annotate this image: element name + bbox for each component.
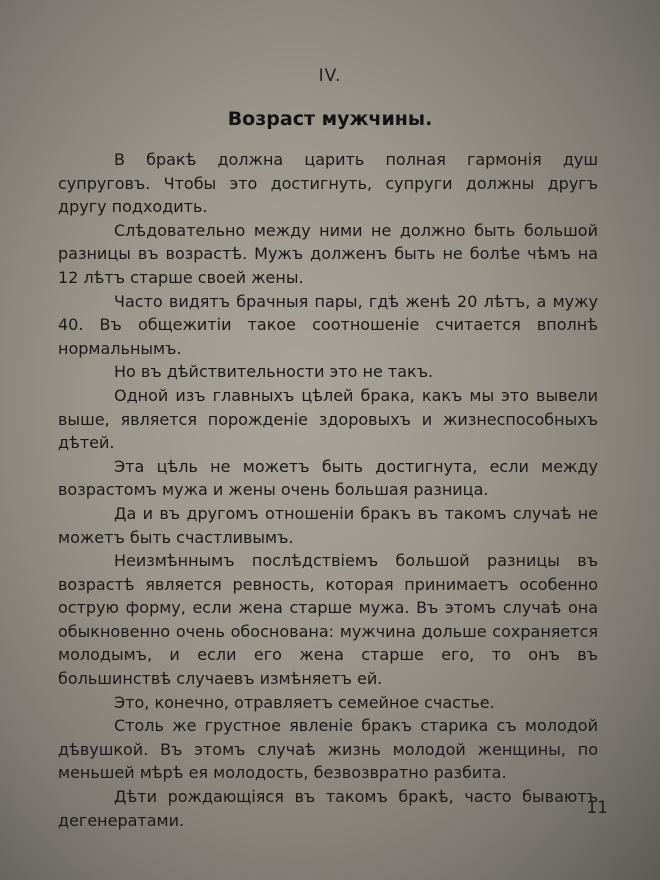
paragraph: Это, конечно, отравляетъ семейное счастье.	[114, 692, 495, 712]
paragraph: Дѣти рождающіяся въ такомъ бракѣ, часто бываютъ дегенератами.	[58, 787, 598, 830]
paragraph: Часто видятъ брачныя пары, гдѣ женѣ 20 лѣтъ, а мужу 40. Въ общежитіи такое соотношеніе считается вполнѣ нормальнымъ.	[58, 291, 598, 358]
paragraph: Да и въ другомъ отношеніи бракъ въ такомъ случаѣ не можетъ быть счастливымъ.	[58, 503, 598, 547]
paragraph: Слѣдовательно между ними не должно быть большой разницы въ возрастѣ. Мужъ долженъ быть не болѣе чѣмъ на 12 лѣтъ старше своей жены.	[58, 220, 598, 287]
paragraph: Но въ дѣйствительности это не такъ.	[114, 362, 434, 382]
body-text	[58, 148, 598, 832]
chapter-title: Возраст мужчины.	[227, 108, 433, 130]
page-number: 11	[586, 798, 608, 818]
paragraph: Эта цѣль не можетъ быть достигнута, если между возрастомъ мужа и жены очень большая разница.	[58, 456, 598, 500]
paragraph: Столь же грустное явленіе бракъ старика съ молодой дѣвушкой. Въ этомъ случаѣ жизнь молодой женщины, по меньшей мѣрѣ ея молодость, безвозвратно разбита.	[58, 716, 598, 783]
chapter-number: IV.	[318, 66, 342, 86]
paragraph: В бракѣ должна царить полная гармонія душ супруговъ. Чтобы это достигнуть, супруги должны другъ другу подходить.	[58, 150, 598, 217]
paragraph: Неизмѣннымъ послѣдствіемъ большой разницы въ возрастѣ является ревность, которая принимаетъ особенно острую форму, если жена старше мужа. Въ этомъ случаѣ она обыкновенно очень обоснована: мужчина дольше сохраняется молодымъ, и если его жена старше его, то онъ въ большинствѣ случаевъ измѣняетъ ей.	[58, 551, 598, 689]
paragraph: Одной изъ главныхъ цѣлей брака, какъ мы это вывели выше, является порожденіе здоровыхъ и жизнеспособныхъ дѣтей.	[58, 385, 598, 453]
